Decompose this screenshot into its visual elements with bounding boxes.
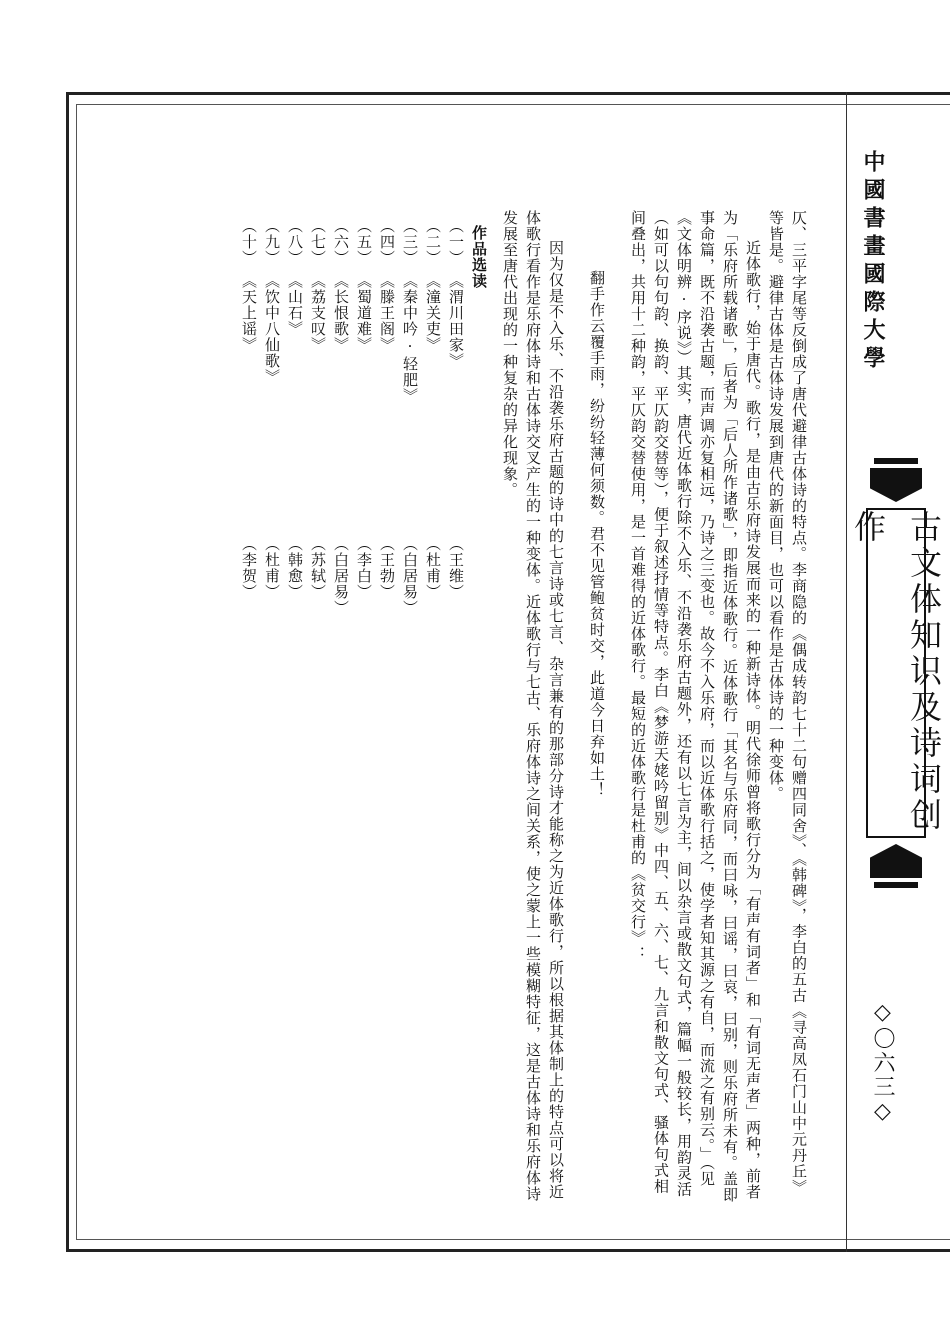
reading-num: （一） bbox=[447, 217, 465, 266]
banner-top-cap bbox=[870, 468, 922, 502]
reading-item bbox=[329, 210, 352, 1210]
reading-num: （八） bbox=[286, 217, 304, 266]
body-text bbox=[130, 210, 810, 1210]
reading-title: 《山石》 bbox=[286, 273, 304, 337]
reading-num: （四） bbox=[378, 217, 396, 266]
reading-author: （王勃） bbox=[378, 535, 396, 600]
reading-item bbox=[421, 210, 444, 1210]
page-number: ◇〇六三◇ bbox=[870, 1000, 895, 1126]
reading-title: 《渭川田家》 bbox=[447, 273, 465, 369]
title-banner bbox=[849, 458, 943, 888]
reading-item bbox=[444, 210, 467, 1210]
paragraph-3: 因为仅是不入乐、不沿袭乐府古题的诗中的七言诗或七言、杂言兼有的那部分诗才能称之为近体歌行，所以根据其体制上的特点可以将近体歌行看作是乐府体诗和古体诗交叉产生的一种变体。近体歌行与七古、乐府体诗之间关系，使之蒙上一些模糊特征，这是古体诗和乐府体诗发展至唐代出现的一种复杂的异化现象。 bbox=[501, 210, 565, 1202]
reading-title: 《滕王阁》 bbox=[378, 273, 396, 353]
reading-item bbox=[237, 210, 260, 1210]
reading-item bbox=[398, 210, 421, 1210]
reading-author: （苏轼） bbox=[309, 535, 327, 600]
reading-title: 《荔支叹》 bbox=[309, 273, 327, 353]
reading-num: （六） bbox=[332, 217, 350, 266]
reading-num: （七） bbox=[309, 217, 327, 266]
reading-author: （李白） bbox=[355, 535, 373, 600]
series-title: 中國書畫國際大學 bbox=[860, 150, 886, 374]
reading-item bbox=[352, 210, 375, 1210]
reading-author: （白居易） bbox=[401, 535, 419, 616]
reading-author: （韩愈） bbox=[286, 535, 304, 600]
reading-author: （杜甫） bbox=[263, 535, 281, 600]
reading-title: 《蜀道难》 bbox=[355, 273, 373, 353]
reading-author: （杜甫） bbox=[424, 535, 442, 600]
reading-author: （李贺） bbox=[240, 535, 258, 600]
reading-num: （十） bbox=[240, 217, 258, 266]
reading-author: （王维） bbox=[447, 535, 465, 600]
reading-heading: 作品选读 bbox=[470, 225, 488, 289]
banner-top-bar bbox=[874, 458, 918, 464]
reading-author: （白居易） bbox=[332, 535, 350, 616]
banner-bottom-cap bbox=[870, 844, 922, 878]
reading-title: 《秦中吟·轻肥》 bbox=[401, 273, 419, 404]
reading-title: 《天上谣》 bbox=[240, 273, 258, 353]
reading-item bbox=[283, 210, 306, 1210]
reading-title: 《潼关吏》 bbox=[424, 273, 442, 353]
reading-num: （九） bbox=[263, 217, 281, 266]
reading-item bbox=[375, 210, 398, 1210]
reading-item bbox=[306, 210, 329, 1210]
reading-num: （三） bbox=[401, 217, 419, 266]
paragraph-1: 仄、三平字尾等反倒成了唐代避律古体诗的特点。李商隐的《偶成转韵七十二句赠四同舍》、《韩碑》，李白的五古《寻高凤石门山中元丹丘》等皆是。避律古体是古体诗发展到唐代的新面目，也可以看作是古体诗的一种变体。 bbox=[767, 210, 808, 1196]
paragraph-2: 近体歌行，始于唐代。歌行，是由古乐府诗发展而来的一种新诗体。明代徐师曾将歌行分为「有声有词者」和「有词无声者」两种，前者为「乐府所载诸歌」，后者为「后人所作诸歌」，即指近体歌行。近体歌行「其名与乐府同，而曰咏，曰谣，曰哀，曰别，则乐府所未有。盖即事命篇，既不沿袭古题，而声调亦复相远，乃诗之三变也。故今不入乐府，而以近体歌行括之，使学者知其源之有自，而流之有别云。」（见《文体明辨·序说》）其实，唐代近体歌行除不入乐、不沿袭乐府古题外，还有以七言为主，间以杂言或散文句式，篇幅一般较长，用韵灵活（如可以句句韵、换韵、平仄韵交替等），便于叙述抒情等特点。李白《梦游天姥吟留别》中四、五、六、七、九言和散文句式、骚体句式相间叠出，共用十二种韵，平仄韵交替使用，是一首难得的近体歌行。最短的近体歌行是杜甫的《贫交行》： bbox=[629, 210, 762, 1203]
reading-title: 《饮中八仙歌》 bbox=[263, 273, 281, 385]
reading-item bbox=[260, 210, 283, 1210]
reading-num: （二） bbox=[424, 217, 442, 266]
reading-num: （五） bbox=[355, 217, 373, 266]
poem-quote: 翻手作云覆手雨，纷纷轻薄何须数。君不见管鲍贫时交，此道今日弃如土！ bbox=[588, 270, 606, 798]
book-title: 古文体知识及诗词创作 bbox=[866, 508, 926, 838]
reading-title: 《长恨歌》 bbox=[332, 273, 350, 353]
banner-bottom-bar bbox=[874, 882, 918, 888]
